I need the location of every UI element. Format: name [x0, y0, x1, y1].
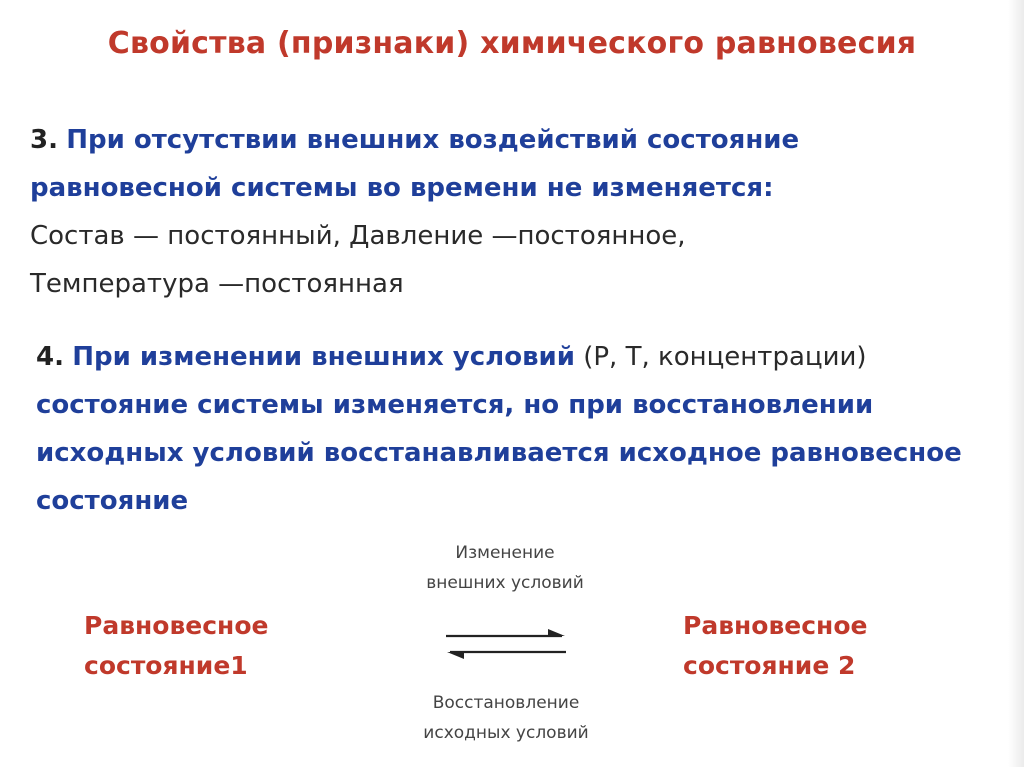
left-state-line-2: состояние1: [84, 651, 248, 680]
point-3-number: 3.: [30, 125, 58, 155]
forward-label-line-2: внешних условий: [426, 573, 584, 593]
point-4-number: 4.: [36, 342, 64, 372]
right-equilibrium-state: [683, 606, 867, 686]
point-4: [36, 333, 996, 525]
reverse-label-line-2: исходных условий: [423, 723, 589, 743]
right-state-line-1: Равновесное: [683, 611, 868, 640]
point-4-bold-text-2: состояние системы изменяется, но при восстановлении исходных условий восстанавливается исходное равновесное состояние: [36, 390, 962, 516]
right-state-line-2: состояние 2: [683, 651, 856, 680]
equilibrium-arrows-icon: [444, 624, 568, 664]
point-4-bold-text-1: При изменении внешних условий: [72, 342, 575, 372]
reverse-condition-label: [396, 688, 616, 748]
point-3-line-composition: Состав — постоянный, Давление —постоянное,: [30, 221, 686, 251]
forward-condition-label: [400, 538, 610, 598]
point-3-line-temperature: Температура —постоянная: [30, 269, 404, 299]
point-4-plain-text: (P, T, концентрации): [583, 342, 867, 372]
point-3-bold-text: При отсутствии внешних воздействий состояние равновесной системы во времени не изменяется:: [30, 125, 800, 203]
left-equilibrium-state: [84, 606, 268, 686]
slide-title: Свойства (признаки) химического равновесия: [107, 26, 917, 61]
left-state-line-1: Равновесное: [84, 611, 269, 640]
reverse-label-line-1: Восстановление: [432, 693, 580, 713]
point-3: [30, 116, 990, 308]
forward-label-line-1: Изменение: [455, 543, 555, 563]
slide-edge-shadow: [1008, 0, 1024, 767]
